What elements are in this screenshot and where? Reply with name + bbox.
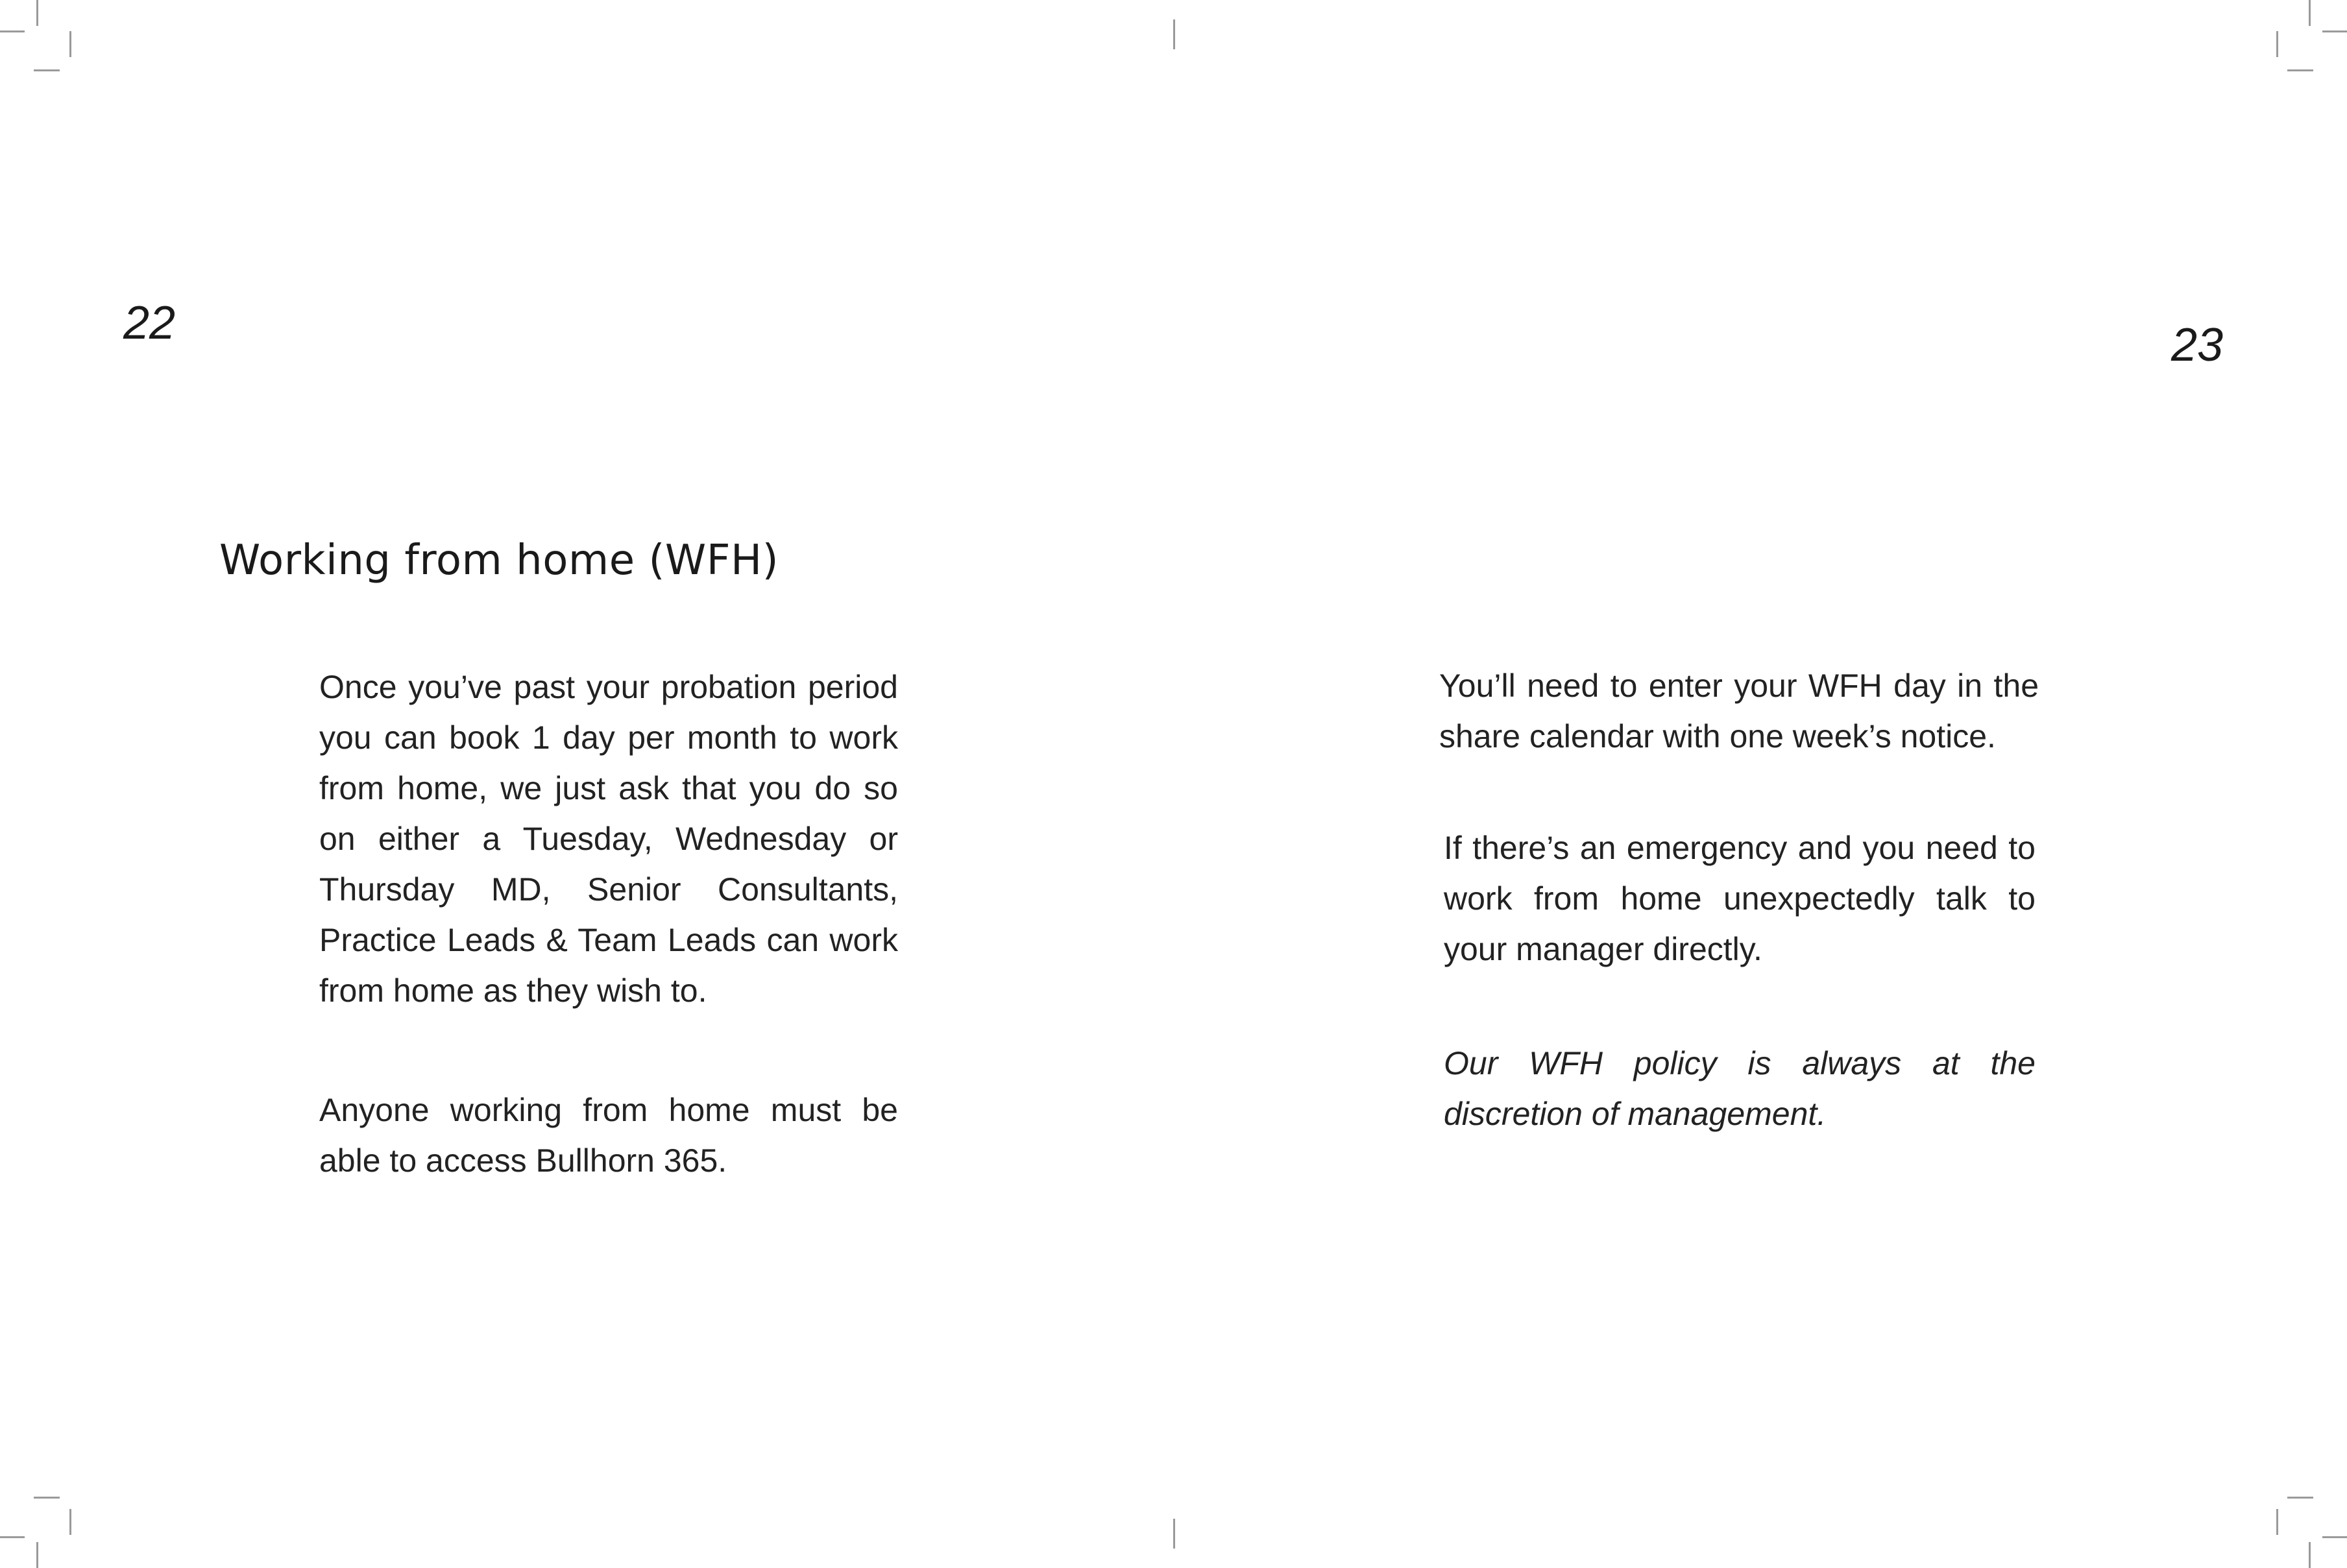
- crop-mark: [2276, 31, 2278, 57]
- crop-mark: [2309, 0, 2311, 26]
- crop-mark: [0, 30, 25, 32]
- crop-mark: [0, 1536, 25, 1538]
- crop-mark: [1173, 1519, 1175, 1549]
- crop-mark: [2287, 1497, 2313, 1499]
- page-number-right: 23: [2171, 319, 2224, 371]
- crop-mark: [2309, 1542, 2311, 1568]
- body-paragraph: Once you’ve past your probation period you can book 1 day per month to work from home, we just ask that you do so on either a Tuesday, Wednesday or Thursday MD, Senior Consultants, Practice Leads & Team Leads can work from home as they wish to.: [319, 669, 898, 1009]
- crop-mark: [34, 1497, 60, 1499]
- crop-mark: [2287, 69, 2313, 71]
- body-paragraph: You’ll need to enter your WFH day in the share calendar with one week’s notice.: [1439, 668, 2039, 754]
- policy-note: Our WFH policy is always at the discretion of management.: [1444, 1045, 2036, 1132]
- crop-mark: [1173, 19, 1175, 49]
- crop-mark: [36, 1542, 38, 1568]
- page-number-left: 22: [123, 297, 176, 349]
- crop-mark: [34, 69, 60, 71]
- crop-mark: [36, 0, 38, 26]
- crop-mark: [2276, 1509, 2278, 1535]
- crop-mark: [2322, 1536, 2347, 1538]
- crop-mark: [2322, 30, 2347, 32]
- crop-mark: [69, 31, 71, 57]
- body-paragraph: Anyone working from home must be able to access Bullhorn 365.: [319, 1092, 898, 1179]
- page-title: Working from home (WFH): [219, 537, 779, 585]
- body-paragraph: If there’s an emergency and you need to work from home unexpectedly talk to your manager directly.: [1444, 830, 2036, 967]
- crop-mark: [69, 1509, 71, 1535]
